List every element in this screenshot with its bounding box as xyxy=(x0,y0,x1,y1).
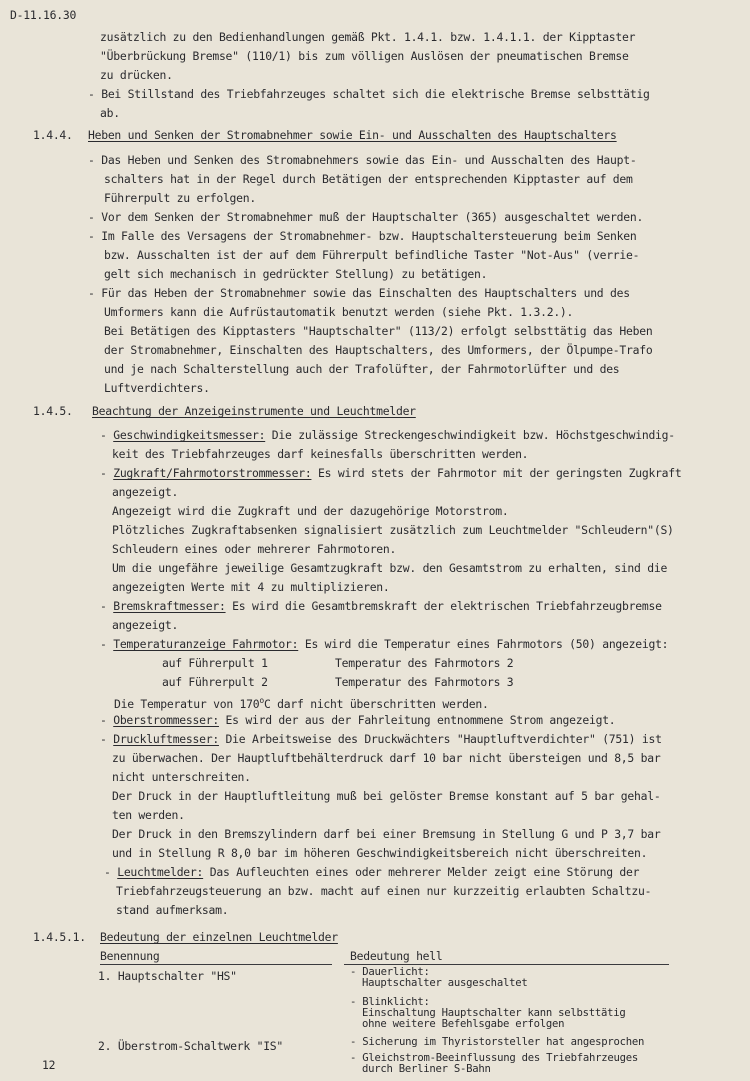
table-header-rule xyxy=(344,964,669,965)
instrument-entry: - Bremskraftmesser: Es wird die Gesamtbremskraft der elektrischen Triebfahrzeugbremse xyxy=(100,599,662,613)
table-row-item: ohne weitere Befehlsgabe erfolgen xyxy=(362,1018,565,1030)
instrument-label: Bremskraftmesser: xyxy=(113,599,226,613)
body-line: bzw. Ausschalten ist der auf dem Führerpult befindliche Taster "Not-Aus" (verrie- xyxy=(104,248,640,262)
body-line: - Das Heben und Senken des Stromabnehmers sowie das Ein- und Ausschalten des Haupt- xyxy=(88,153,637,167)
temp-row-left: auf Führerpult 2 xyxy=(162,675,268,689)
body-line: Luftverdichters. xyxy=(104,381,210,395)
intro-line: - Bei Stillstand des Triebfahrzeuges schaltet sich die elektrische Bremse selbsttätig xyxy=(88,87,650,101)
instrument-label: Oberstrommesser: xyxy=(113,713,219,727)
table-header-left: Benennung xyxy=(100,949,160,963)
body-line: angezeigt. xyxy=(112,485,179,499)
section-number: 1.4.5.1. xyxy=(33,930,86,944)
body-line: und in Stellung R 8,0 bar im höheren Geschwindigkeitsbereich nicht überschreiten. xyxy=(112,846,648,860)
section-number: 1.4.5. xyxy=(33,404,73,418)
instrument-label: Leuchtmelder: xyxy=(117,865,204,879)
body-line: angezeigt. xyxy=(112,618,179,632)
table-row-item: - Blinklicht: xyxy=(350,996,430,1008)
table-row-name: 1. Hauptschalter "HS" xyxy=(98,969,237,983)
body-line: zu überwachen. Der Hauptluftbehälterdruck darf 10 bar nicht übersteigen und 8,5 bar xyxy=(112,751,661,765)
table-header-right: Bedeutung hell xyxy=(350,949,443,963)
intro-line: ab. xyxy=(100,106,120,120)
body-line: Der Druck in der Hauptluftleitung muß bei gelöster Bremse konstant auf 5 bar gehal- xyxy=(112,789,661,803)
body-line: Schleudern eines oder mehrerer Fahrmotoren. xyxy=(112,542,397,556)
body-line: Plötzliches Zugkraftabsenken signalisiert zusätzlich zum Leuchtmelder "Schleudern"(S) xyxy=(112,523,674,537)
body-line: der Stromabnehmer, Einschalten des Hauptschalters, des Umformers, der Ölpumpe-Trafo xyxy=(104,343,653,357)
intro-line: zusätzlich zu den Bedienhandlungen gemäß Pkt. 1.4.1. bzw. 1.4.1.1. der Kipptaster xyxy=(100,30,636,44)
instrument-label: Zugkraft/Fahrmotorstrommesser: xyxy=(113,466,312,480)
instrument-entry: - Oberstrommesser: Es wird der aus der Fahrleitung entnommene Strom angezeigt. xyxy=(100,713,616,727)
section-heading: Heben und Senken der Stromabnehmer sowie Ein- und Ausschalten des Hauptschalters xyxy=(88,128,617,142)
body-line: - Vor dem Senken der Stromabnehmer muß der Hauptschalter (365) ausgeschaltet werden. xyxy=(88,210,644,224)
body-line: Umformers kann die Aufrüstautomatik benutzt werden (siehe Pkt. 1.3.2.). xyxy=(104,305,574,319)
instrument-entry: - Temperaturanzeige Fahrmotor: Es wird die Temperatur eines Fahrmotors (50) angezeigt: xyxy=(100,637,669,651)
instrument-entry: - Druckluftmesser: Die Arbeitsweise des Druckwächters "Hauptluftverdichter" (751) ist xyxy=(100,732,662,746)
instrument-label: Temperaturanzeige Fahrmotor: xyxy=(113,637,299,651)
intro-line: "Überbrückung Bremse" (110/1) bis zum völligen Auslösen der pneumatischen Bremse xyxy=(100,49,629,63)
table-row-item: - Dauerlicht: xyxy=(350,966,430,978)
section-heading: Beachtung der Anzeigeinstrumente und Leuchtmelder xyxy=(92,404,416,418)
temp-limit: Die Temperatur von 170$^o$C darf nicht überschritten werden. xyxy=(114,696,489,711)
table-row-item: - Gleichstrom-Beeinflussung des Triebfahrzeuges xyxy=(350,1052,639,1064)
body-line: ten werden. xyxy=(112,808,185,822)
body-line: - Im Falle des Versagens der Stromabnehmer- bzw. Hauptschaltersteuerung beim Senken xyxy=(88,229,637,243)
body-line: keit des Triebfahrzeuges darf keinesfalls überschritten werden. xyxy=(112,447,529,461)
body-line: und je nach Schalterstellung auch der Trafolüfter, der Fahrmotorlüfter und des xyxy=(104,362,620,376)
instrument-entry: - Leuchtmelder: Das Aufleuchten eines oder mehrerer Melder zeigt eine Störung der xyxy=(104,865,640,879)
instrument-label: Geschwindigkeitsmesser: xyxy=(113,428,266,442)
page-number: 12 xyxy=(42,1058,56,1072)
section-number: 1.4.4. xyxy=(33,128,73,142)
body-line: Triebfahrzeugsteuerung an bzw. macht auf einen nur kurzzeitig erlaubten Schaltzu- xyxy=(116,884,652,898)
table-row-item: Einschaltung Hauptschalter kann selbsttätig xyxy=(362,1007,626,1019)
instrument-label: Druckluftmesser: xyxy=(113,732,219,746)
body-line: stand aufmerksam. xyxy=(116,903,229,917)
table-row-name: 2. Überstrom-Schaltwerk "IS" xyxy=(98,1039,284,1053)
temp-row-right: Temperatur des Fahrmotors 3 xyxy=(335,675,514,689)
document-code: D-11.16.30 xyxy=(10,8,77,22)
intro-line: zu drücken. xyxy=(100,68,173,82)
body-line: Der Druck in den Bremszylindern darf bei einer Bremsung in Stellung G und P 3,7 bar xyxy=(112,827,661,841)
instrument-entry: - Zugkraft/Fahrmotorstrommesser: Es wird stets der Fahrmotor mit der geringsten Zugkraft xyxy=(100,466,682,480)
table-row-item: durch Berliner S-Bahn xyxy=(362,1063,491,1075)
table-row-item: Hauptschalter ausgeschaltet xyxy=(362,977,528,989)
temp-row-left: auf Führerpult 1 xyxy=(162,656,268,670)
temp-row-right: Temperatur des Fahrmotors 2 xyxy=(335,656,514,670)
table-row-item: - Sicherung im Thyristorsteller hat angesprochen xyxy=(350,1036,645,1048)
section-heading: Bedeutung der einzelnen Leuchtmelder xyxy=(100,930,338,944)
body-line: Führerpult zu erfolgen. xyxy=(104,191,256,205)
instrument-entry: - Geschwindigkeitsmesser: Die zulässige Streckengeschwindigkeit bzw. Höchstgeschwindig- xyxy=(100,428,675,442)
body-line: schalters hat in der Regel durch Betätigen der entsprechenden Kipptaster auf dem xyxy=(104,172,633,186)
body-line: nicht unterschreiten. xyxy=(112,770,251,784)
body-line: gelt sich mechanisch in gedrückter Stellung) zu betätigen. xyxy=(104,267,488,281)
table-header-rule xyxy=(100,964,332,965)
body-line: Um die ungefähre jeweilige Gesamtzugkraft bzw. den Gesamtstrom zu erhalten, sind die xyxy=(112,561,668,575)
body-line: angezeigten Werte mit 4 zu multiplizieren. xyxy=(112,580,390,594)
body-line: - Für das Heben der Stromabnehmer sowie das Einschalten des Hauptschalters und des xyxy=(88,286,630,300)
body-line: Angezeigt wird die Zugkraft und der dazugehörige Motorstrom. xyxy=(112,504,509,518)
body-line: Bei Betätigen des Kipptasters "Hauptschalter" (113/2) erfolgt selbsttätig das Heben xyxy=(104,324,653,338)
